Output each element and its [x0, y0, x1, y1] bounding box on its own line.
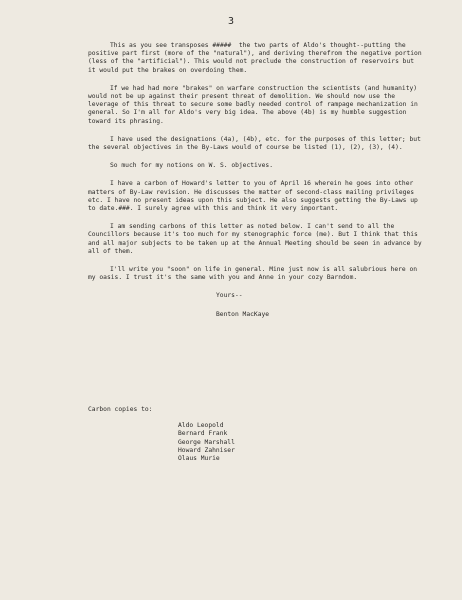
- paragraph-brakes: If we had had more "brakes" on warfare construction the scientists (and humanity) would not be up against their present threat of demolition. We should now use the leverage of this threat to secure some badly needed control of rampage mechanization in general. So I'm all for Aldo's very big idea. The above (4b) is my humble suggestion toward its phrasing.: [88, 84, 422, 125]
- signature: Benton MacKaye: [216, 310, 270, 318]
- cc-recipient: Olaus Murie: [178, 455, 220, 463]
- cc-recipient: George Marshall: [178, 438, 235, 446]
- paragraph-notions: So much for my notions on W. S. objectives.: [110, 162, 274, 170]
- letter-body: [88, 42, 424, 319]
- paragraph-carbons: I am sending carbons of this letter as noted below. I can't send to all the Councillors because it's too much for my stenographic force (me). But I think that this and all major subjects to be taken up at the Annual Meeting should be seen in advance by all of them.: [88, 223, 426, 255]
- paragraph-transposition: This as you see transposes ##### the two parts of Aldo's thought--putting the positive part first (more of the "natural"), and deriving therefrom the negative portion (less of the "artificial"). This would not preclude the construction of reservoirs but it would put the brakes on overdoing them.: [88, 42, 426, 74]
- carbon-copies-label: Carbon copies to:: [88, 406, 153, 413]
- page-number: 3: [227, 16, 235, 27]
- paragraph-designations: I have used the designations (4a), (4b), etc. for the purposes of this letter; but the several objectives in the By-Laws would of course be listed (1), (2), (3), (4).: [88, 135, 425, 152]
- cc-recipient: Howard Zahniser: [178, 446, 235, 454]
- paragraph-life: I'll write you "soon" on life in general. Mine just now is all salubrious here on my oasis. I trust it's the same with you and Anne in your cozy Barndom.: [88, 266, 421, 282]
- cc-recipient: Bernard Frank: [178, 430, 228, 438]
- paragraph-howard-letter: I have a carbon of Howard's letter to you of April 16 wherein he goes into other matters of By-Law revision. He discusses the matter of second-class mailing privileges etc. I have no present ideas upon this subject. He also suggests getting the By-Laws up to date.###. I surely agree with this and think it very important.: [88, 180, 422, 213]
- carbon-copies-list: [178, 422, 235, 463]
- closing: Yours--: [216, 292, 243, 300]
- cc-recipient: Aldo Leopold: [178, 422, 224, 429]
